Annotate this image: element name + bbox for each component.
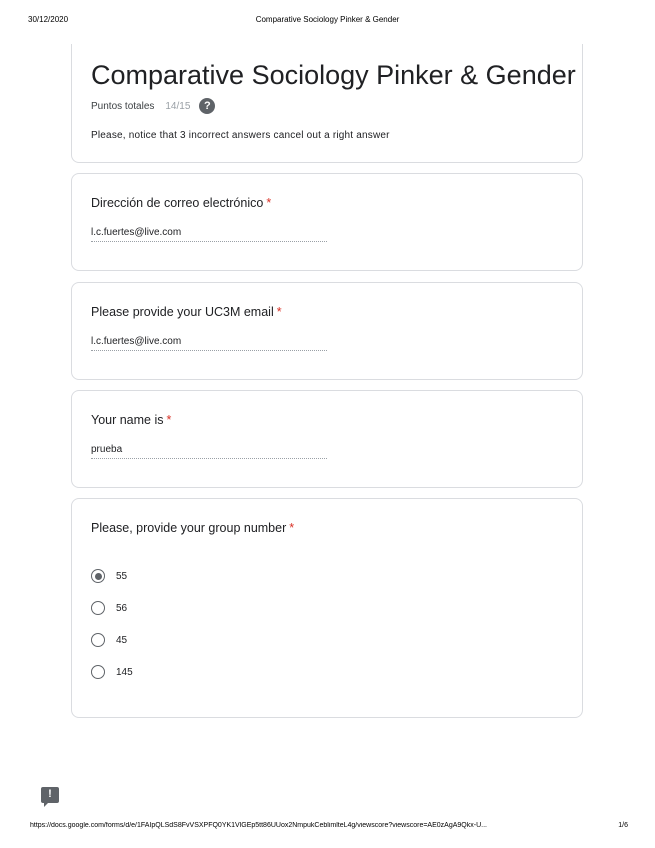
print-page-number: 1/6 [618, 822, 628, 829]
radio-option-label: 145 [116, 666, 133, 678]
answer-text: l.c.fuertes@live.com [91, 227, 327, 242]
radio-dot [95, 573, 102, 580]
radio-option-label: 56 [116, 602, 128, 614]
question-title: Your name is * [91, 413, 172, 427]
print-footer [30, 822, 628, 834]
radio-option-55[interactable] [91, 567, 127, 585]
print-date: 30/12/2020 [28, 15, 69, 24]
form-title: Comparative Sociology Pinker & Gender [91, 60, 576, 90]
report-feedback-icon[interactable]: ! [41, 787, 59, 803]
radio-option-145[interactable] [91, 663, 133, 681]
required-asterisk: * [289, 521, 295, 535]
form-description: Please, notice that 3 incorrect answers cancel out a right answer [91, 130, 390, 141]
score-row [91, 96, 215, 116]
form-header-card [71, 44, 583, 163]
radio-unchecked-icon[interactable] [91, 633, 105, 647]
required-asterisk: * [166, 413, 172, 427]
score-label: Puntos totales [91, 100, 155, 112]
required-asterisk: * [266, 196, 272, 210]
radio-option-45[interactable] [91, 631, 127, 649]
radio-option-label: 45 [116, 634, 128, 646]
help-circle-icon[interactable]: ? [199, 98, 215, 114]
question-card-uc3m-email [71, 282, 583, 380]
required-asterisk: * [276, 305, 282, 319]
print-url: https://docs.google.com/forms/d/e/1FAIpQLSdS8FvVSXPFQ0YK1VlGEp5tt86UUox2NmpukCeblimlteL4g/viewscore?viewscore=AE0zAgA9Qkx-U... [30, 822, 487, 829]
question-title: Please, provide your group number * [91, 521, 295, 535]
radio-option-56[interactable] [91, 599, 127, 617]
question-card-group [71, 498, 583, 718]
radio-unchecked-icon[interactable] [91, 601, 105, 615]
answer-text: prueba [91, 444, 327, 459]
radio-option-label: 55 [116, 570, 128, 582]
question-title: Dirección de correo electrónico * [91, 196, 272, 210]
radio-unchecked-icon[interactable] [91, 665, 105, 679]
question-title: Please provide your UC3M email * [91, 305, 282, 319]
question-card-name [71, 390, 583, 488]
score-value: 14/15 [165, 100, 191, 112]
question-card-email [71, 173, 583, 271]
print-doc-title: Comparative Sociology Pinker & Gender [255, 15, 400, 24]
answer-text: l.c.fuertes@live.com [91, 336, 327, 351]
radio-checked-icon[interactable] [91, 569, 105, 583]
print-header [0, 15, 655, 27]
